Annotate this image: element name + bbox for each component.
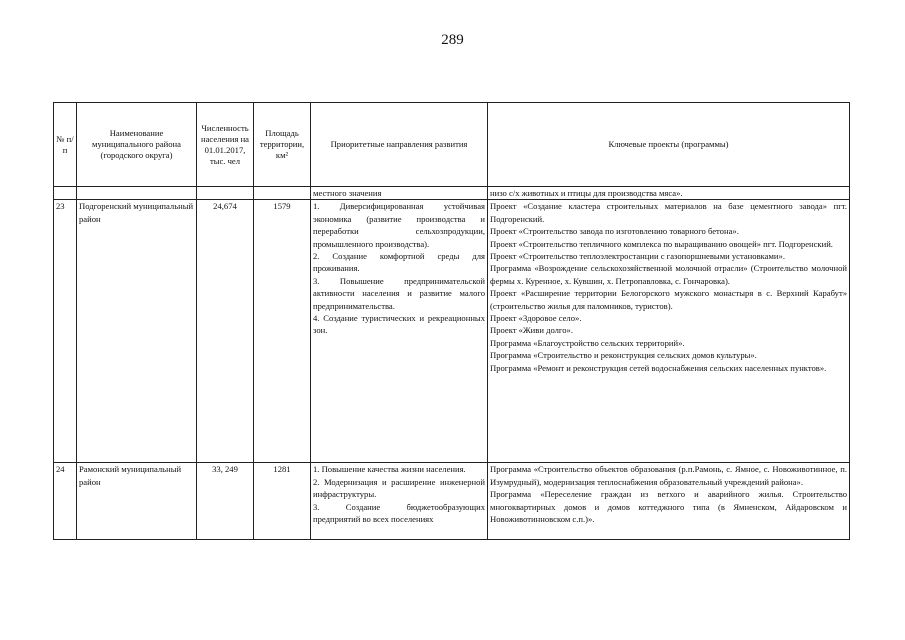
projects-cell	[488, 463, 850, 540]
project-item: Проект «Строительство теплоэлектростанции с газопоршневыми установками».	[490, 251, 785, 262]
project-item: Программа «Ремонт и реконструкция сетей водоснабжения сельских населенных пунктов».	[490, 362, 827, 373]
area-value: 1281	[254, 463, 311, 540]
header-population: Численность населения на 01.01.2017, тыс. чел	[197, 103, 254, 187]
priority-item: 3. Создание бюджетообразующих предприятий во всех поселениях	[313, 501, 485, 525]
page-number: 289	[441, 32, 464, 48]
project-item: Проект «Строительство тепличного комплекса по выращиванию овощей» пгт. Подгоренский.	[490, 238, 833, 249]
row-number: 24	[54, 463, 77, 540]
table-header-row	[54, 103, 850, 187]
project-item: Проект «Расширение территории Белогорского мужского монастыря в с. Верхний Карабут» (строительство жилья для паломников, туристов).	[490, 288, 847, 311]
priority-item: 3. Повышение предпринимательской активности населения и развитие малого предпринимательства.	[313, 275, 485, 311]
table-row	[54, 200, 850, 463]
projects-cell	[488, 200, 850, 463]
project-item: Проект «Живи долго».	[490, 325, 573, 336]
priority-item: 1. Повышение качества жизни населения.	[313, 464, 466, 475]
project-item: Программа «Строительство объектов образования (р.п.Рамонь, с. Ямное, с. Новоживотинное, п. Изумрудный), модернизация теплоснабжения образовательный учреждений района».	[490, 464, 847, 487]
population-value: 24,674	[197, 200, 254, 463]
project-item: Программа «Благоустройство сельских территорий».	[490, 337, 685, 348]
row-number: 23	[54, 200, 77, 463]
header-projects: Ключевые проекты (программы)	[488, 103, 850, 187]
priority-item: 2. Создание комфортной среды для проживания.	[313, 251, 485, 274]
continuation-projects: низо с/х животных и птицы для производства мяса».	[488, 187, 850, 200]
priority-item: 2. Модернизация и расширение инженерной инфраструктуры.	[313, 476, 485, 500]
continuation-priorities: местного значения	[311, 187, 488, 200]
priorities-cell	[311, 200, 488, 463]
project-item: Проект «Создание кластера строительных материалов на базе цементного завода» пгт. Подгоренский.	[490, 201, 847, 224]
continuation-row	[54, 187, 850, 200]
district-name: Рамонский муниципальный район	[77, 463, 197, 540]
header-name: Наименование муниципального района (городского округа)	[77, 103, 197, 187]
project-item: Программа «Строительство и реконструкция сельских домов культуры».	[490, 350, 757, 361]
district-name: Подгоренский муниципальный район	[77, 200, 197, 463]
regions-table	[53, 102, 850, 540]
header-num: № п/п	[54, 103, 77, 187]
table-row	[54, 463, 850, 540]
header-area: Площадь территории, км²	[254, 103, 311, 187]
population-value: 33, 249	[197, 463, 254, 540]
project-item: Программа «Переселение граждан из ветхого и аварийного жилья. Строительство многоквартирных домов и домов коттеджного типа (в Ямненском, Айдаровском и Новоживотинновском с.п.)».	[490, 489, 847, 525]
priorities-cell	[311, 463, 488, 540]
area-value: 1579	[254, 200, 311, 463]
header-priorities: Приоритетные направления развития	[311, 103, 488, 187]
priority-item: 4. Создание туристических и рекреационных зон.	[313, 313, 485, 336]
priority-item: 1. Диверсифицированная устойчивая экономика (развитие производства и переработки сельхозпродукции, промышленного производства).	[313, 201, 485, 249]
project-item: Программа «Возрождение сельскохозяйственной молочной отрасли» (Строительство молочной фермы х. Куренное, х. Кувшин, х. Петропавловка, с. Гончаровка).	[490, 263, 847, 286]
project-item: Проект «Строительство завода по изготовлению товарного бетона».	[490, 226, 739, 237]
project-item: Проект «Здоровое село».	[490, 313, 582, 324]
